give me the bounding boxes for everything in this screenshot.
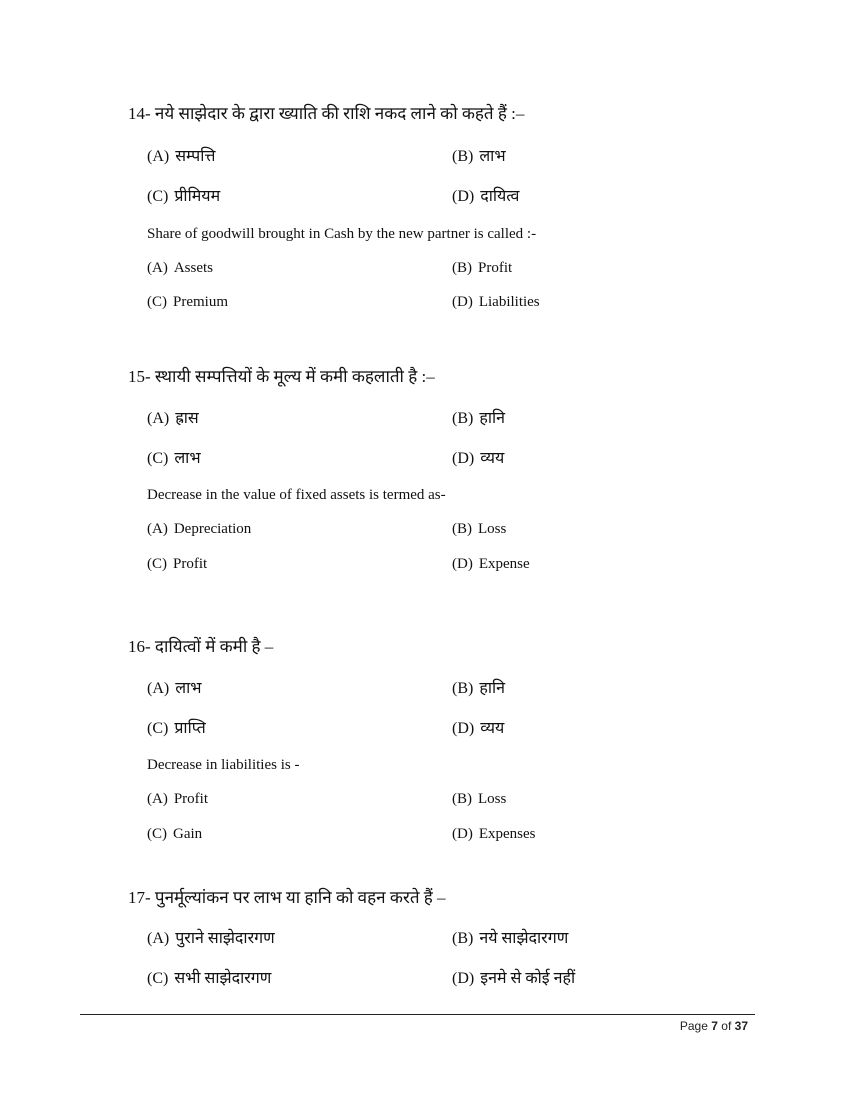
question-15-hindi: 15- स्थायी सम्पत्तियों के मूल्य में कमी कहलाती है :–	[128, 367, 435, 386]
option-letter: (C)	[147, 826, 167, 842]
option-text: हानि	[479, 680, 505, 697]
page-footer	[680, 1019, 748, 1033]
q17-hindi-option-b	[452, 926, 568, 948]
option-text: Profit	[173, 791, 208, 807]
option-letter: (D)	[452, 450, 475, 467]
option-text: लाभ	[479, 148, 506, 165]
option-text: लाभ	[174, 450, 201, 467]
q15-english-option-d	[452, 556, 530, 573]
option-text: Expense	[478, 556, 530, 572]
q17-hindi-option-d	[452, 966, 575, 988]
question-16-english: Decrease in liabilities is -	[147, 757, 300, 773]
q14-english-option-a	[147, 260, 213, 277]
page-number: 7	[711, 1019, 718, 1033]
option-letter: (C)	[147, 970, 169, 987]
option-letter: (B)	[452, 260, 472, 276]
option-letter: (A)	[147, 410, 170, 427]
option-text: नये साझेदारगण	[479, 930, 569, 947]
q14-english-option-d	[452, 294, 540, 311]
option-text: प्रीमियम	[174, 188, 221, 205]
option-letter: (B)	[452, 521, 472, 537]
option-text: हानि	[479, 410, 505, 427]
option-text: Liabilities	[478, 294, 540, 310]
option-text: Loss	[478, 791, 507, 807]
q14-hindi-option-c	[147, 184, 220, 206]
q16-english-option-d	[452, 826, 535, 843]
option-text: पुराने साझेदारगण	[175, 930, 275, 947]
option-letter: (D)	[452, 294, 473, 310]
option-text: Profit	[173, 556, 208, 572]
q14-hindi-option-d	[452, 184, 519, 206]
option-text: Profit	[478, 260, 513, 276]
q15-english-option-a	[147, 521, 251, 538]
footer-divider	[80, 1014, 755, 1015]
option-letter: (A)	[147, 148, 170, 165]
option-letter: (C)	[147, 720, 169, 737]
option-text: व्यय	[480, 450, 505, 467]
question-17-hindi: 17- पुनर्मूल्यांकन पर लाभ या हानि को वहन करते हैं –	[128, 888, 446, 907]
option-letter: (D)	[452, 970, 475, 987]
q17-hindi-option-a	[147, 926, 275, 948]
total-pages: 37	[734, 1019, 748, 1033]
option-text: सभी साझेदारगण	[174, 970, 272, 987]
q15-hindi-option-d	[452, 446, 504, 468]
option-letter: (B)	[452, 680, 474, 697]
option-text: Loss	[478, 521, 507, 537]
option-letter: (C)	[147, 294, 167, 310]
q16-hindi-option-b	[452, 676, 505, 698]
option-text: प्राप्ति	[174, 720, 206, 737]
question-14-english: Share of goodwill brought in Cash by the new partner is called :-	[147, 226, 537, 242]
option-letter: (D)	[452, 720, 475, 737]
q15-hindi-option-b	[452, 406, 505, 428]
q15-english-option-b	[452, 521, 506, 538]
page-label: Page	[679, 1019, 708, 1033]
question-16-hindi: 16- दायित्वों में कमी है –	[128, 637, 274, 656]
option-letter: (B)	[452, 791, 472, 807]
option-letter: (A)	[147, 521, 168, 537]
option-letter: (B)	[452, 148, 474, 165]
q16-english-option-a	[147, 791, 208, 808]
q16-english-option-c	[147, 826, 202, 843]
option-text: लाभ	[175, 680, 202, 697]
option-letter: (D)	[452, 556, 473, 572]
of-label: of	[721, 1019, 732, 1033]
q14-english-option-c	[147, 294, 228, 311]
option-letter: (A)	[147, 260, 168, 276]
q15-english-option-c	[147, 556, 207, 573]
q16-hindi-option-a	[147, 676, 201, 698]
q14-hindi-option-b	[452, 144, 506, 166]
option-letter: (A)	[147, 930, 170, 947]
q16-english-option-b	[452, 791, 506, 808]
option-text: Gain	[173, 826, 203, 842]
option-text: सम्पत्ति	[175, 148, 216, 165]
option-text: दायित्व	[480, 188, 520, 205]
option-text: Depreciation	[173, 521, 252, 537]
option-text: ह्रास	[175, 410, 199, 427]
option-text: इनमे से कोई नहीं	[480, 970, 576, 987]
q15-hindi-option-a	[147, 406, 199, 428]
option-text: Expenses	[478, 826, 536, 842]
option-text: Assets	[173, 260, 213, 276]
q14-hindi-option-a	[147, 144, 215, 166]
option-letter: (B)	[452, 930, 474, 947]
question-14-hindi: 14- नये साझेदार के द्वारा ख्याति की राशि नकद लाने को कहते हैं :–	[128, 104, 525, 123]
option-text: Premium	[173, 294, 228, 310]
option-text: व्यय	[480, 720, 505, 737]
question-15-english: Decrease in the value of fixed assets is termed as-	[147, 487, 446, 503]
q16-hindi-option-c	[147, 716, 206, 738]
option-letter: (D)	[452, 188, 475, 205]
q17-hindi-option-c	[147, 966, 271, 988]
q15-hindi-option-c	[147, 446, 201, 468]
option-letter: (C)	[147, 556, 167, 572]
option-letter: (D)	[452, 826, 473, 842]
q14-english-option-b	[452, 260, 512, 277]
option-letter: (B)	[452, 410, 474, 427]
option-letter: (C)	[147, 188, 169, 205]
option-letter: (A)	[147, 680, 170, 697]
option-letter: (C)	[147, 450, 169, 467]
option-letter: (A)	[147, 791, 168, 807]
q16-hindi-option-d	[452, 716, 504, 738]
